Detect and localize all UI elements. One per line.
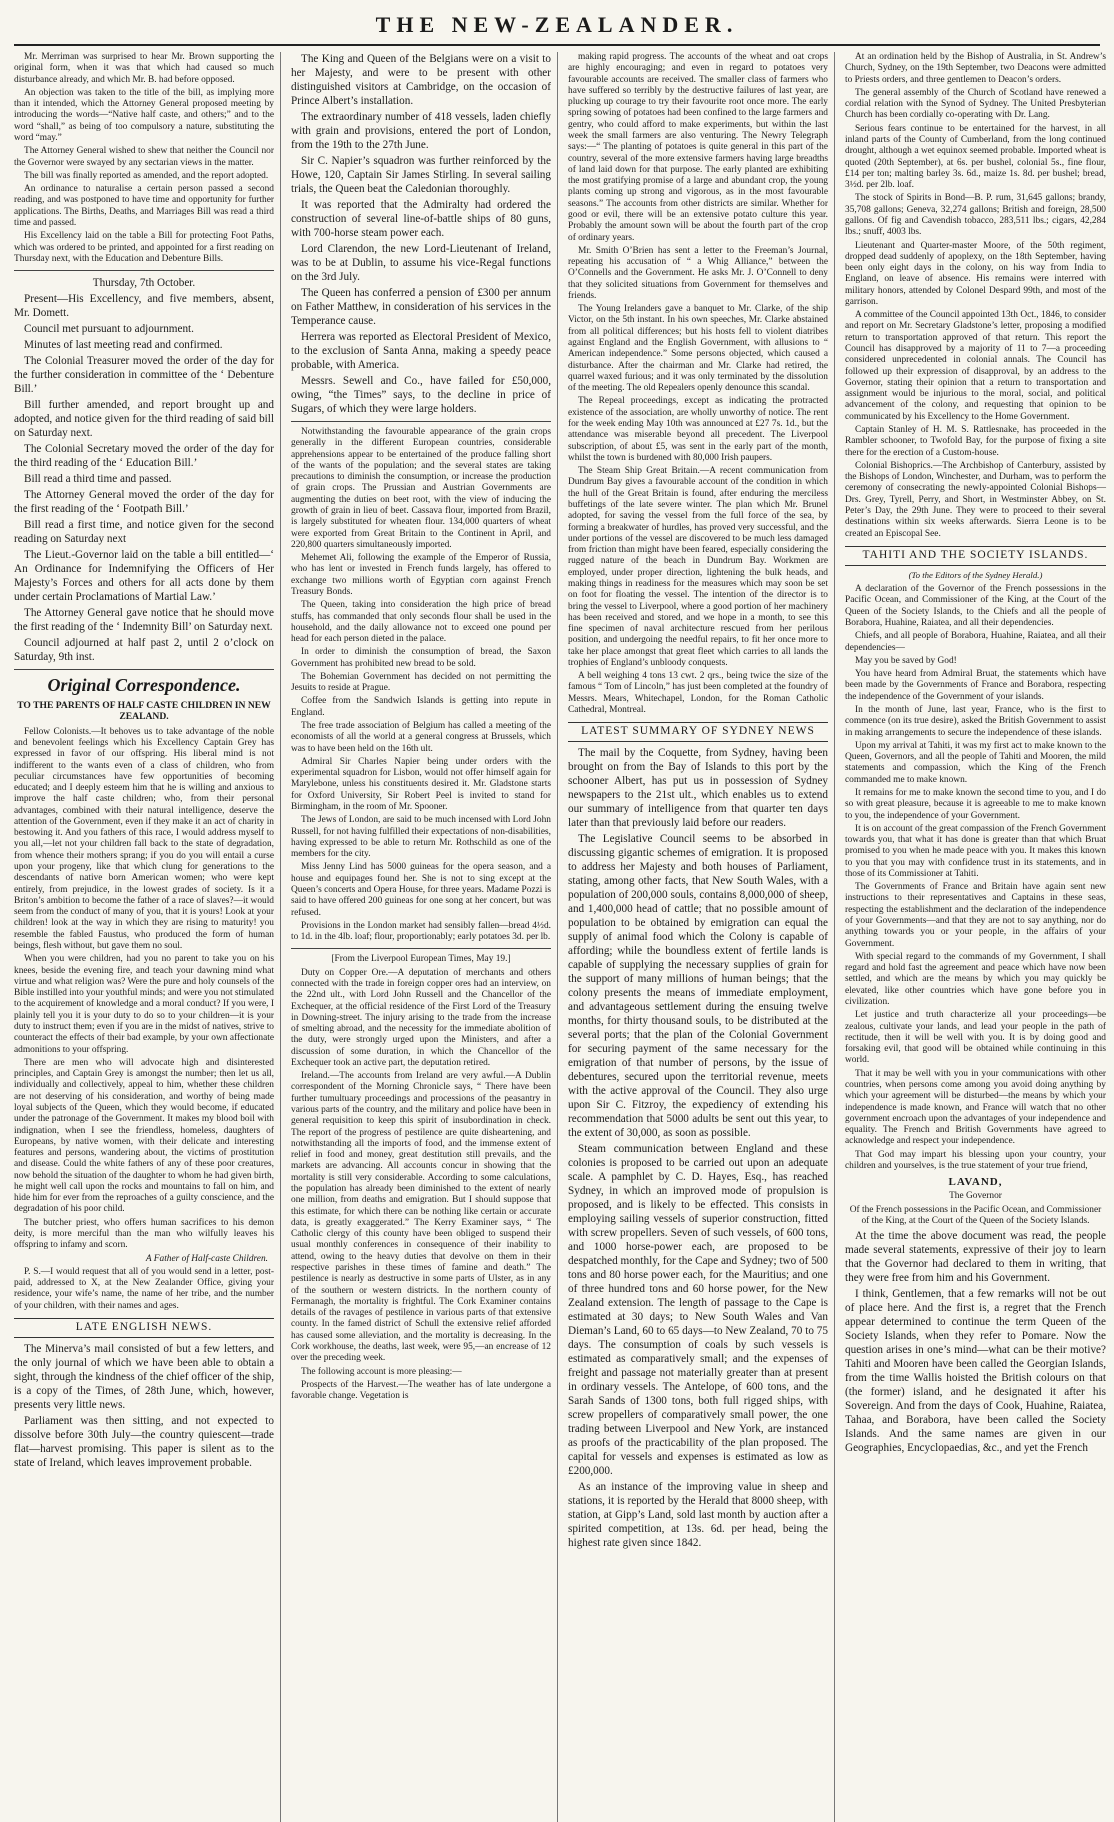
section-title-tahiti: TAHITI AND THE SOCIETY ISLANDS. bbox=[845, 546, 1106, 566]
paragraph: Provisions in the London market had sensibly fallen—bread 4½d. to 1d. in the 4lb. loaf; flour, proportionably; early potatoes 3d. per lb. bbox=[291, 920, 551, 943]
paragraph: The following account is more pleasing:— bbox=[301, 1366, 462, 1377]
paragraph: Upon my arrival at Tahiti, it was my first act to make known to the Queen, Governors, and all the people of Tahiti and Mooren, the mild statements and compassion, which the King of the French commanded me to make known. bbox=[845, 740, 1106, 785]
council-report bbox=[14, 52, 274, 265]
column-1 bbox=[14, 52, 281, 1822]
paragraph: A committee of the Council appointed 13th Oct., 1846, to consider and report on Mr. Secretary Gladstone’s letter, proposing a modified return to transportation approved of that return. This report the Council has disapproved by a majority of 11 to 7—a proceeding considered unprecedented in colonial annals. The Council has followed up their expression of disapproval, by an address to the Governor, stating their opinion that a return to transportation and assignment would be injurious to the moral, social, and political advancement of the colony, and requesting that opinion to be communicated by his Excellency to the Home Government. bbox=[845, 310, 1106, 422]
paragraph: Chiefs, and all people of Borabora, Huahine, Raiatea, and all their dependencies— bbox=[845, 631, 1106, 653]
paragraph: Bill read a third time and passed. bbox=[24, 473, 172, 486]
paragraph: Council met pursuant to adjournment. bbox=[24, 323, 194, 336]
paragraph: The Attorney General moved the order of the day for the first reading of the ‘ Footpath Bill.’ bbox=[14, 489, 274, 516]
paragraph: His Excellency laid on the table a Bill for protecting Foot Paths, which was ordered to be printed, and appointed for a first reading on Thursday next, with the Education and Debenture Bills. bbox=[14, 231, 274, 264]
paragraph: Serious fears continue to be entertained for the harvest, in all inland parts of the County of Cumberland, from the long continued drought, although a wet equinox seemed probable. Imported wheat is quoted (20th September), at 6s. per bushel, colonial 5s., fine flour, £14 per ton; malting barley 3s. 6d., maize 1s. 8d. per bushel; bread, 3½d. per 2lb. loaf. bbox=[845, 123, 1106, 191]
paragraph: The Lieut.-Governor laid on the table a bill entitled—‘ An Ordinance for Indemnifying the Officers of Her Majesty’s Forces and others for all acts done by them under certain Proclamations of Martial Law.’ bbox=[14, 549, 274, 604]
paragraph: Bill read a first time, and notice given for the second reading on Saturday next bbox=[14, 519, 274, 546]
paragraph: Herrera was reported as Electoral President of Mexico, to the exclusion of Santa Anna, making a speedy peace probable, with America. bbox=[291, 331, 551, 371]
paragraph: Colonial Bishoprics.—The Archbishop of Canterbury, assisted by the Bishops of London, Winchester, and Durham, was to perform the ceremony of consecrating the newly-appointed Colonial Bishops—Drs. Grey, Tyrell, Perry, and Short, in Westminster Abbey, on St. Peter’s Day, the 29th June. They were to proceed to their several destinations within six weeks afterwards. Sierra Leone is to be created an Episcopal See. bbox=[845, 460, 1106, 539]
paragraph: The free trade association of Belgium has called a meeting of the economists of all the world at a general congress at Brussels, which was to have been held on the 16th ult. bbox=[291, 721, 551, 754]
paragraph: Mr. Smith O’Brien has sent a letter to the Freeman’s Journal, repeating his accusation of “ a Whig Alliance,” between the O’Connells and the Government. He asks Mr. J. O’Connell to deny that they solicited situations from Government for themselves and friends. bbox=[568, 245, 828, 301]
paragraph: The Bohemian Government has decided on not permitting the Jesuits to reside at Prague. bbox=[291, 671, 551, 694]
paragraph: The Colonial Secretary moved the order of the day for the third reading of the ‘ Education Bill.’ bbox=[14, 443, 274, 470]
column-2 bbox=[291, 52, 558, 1822]
paragraph: At an ordination held by the Bishop of Australia, in St. Andrew’s Church, Sydney, on the 19th September, two Deacons were admitted to Priests orders, and three gentlemen to Deacon’s orders. bbox=[845, 52, 1106, 85]
columns bbox=[14, 52, 1106, 1822]
section-title-correspondence: Original Correspondence. bbox=[47, 675, 241, 696]
paragraph: The butcher priest, who offers human sacrifices to his demon deity, is more merciful than the man who wilfully leaves his offspring to infamy and scorn. bbox=[14, 1217, 274, 1251]
paragraph: Fellow Colonists.—It behoves us to take advantage of the noble and benevolent feelings which his Excellency Captain Grey has expressed in favor of our offspring. His liberal mind is not indifferent to the wants even of a class of children, who from peculiar circumstances have few opportunities of becoming educated; and I deeply esteem him that he is willing and anxious to improve the half caste children; who, from their personal advantages, combined with their natural intelligence, deserve the attention of the Government, even if they make it an act of charity in bestowing it. And you fathers of this race, I would address myself to you all,—let not your children fall back to the state of degradation, from whence their mothers sprang; if you do you will entail a curse upon your progeny, like that which clung for generations to the descendants of native born American women; who were kept entirely, from prejudice, in the lowest grades of society. Is it a Briton’s ambition to become the father of a race of slaves?—it would seem from the conduct of many of you, that it is yours! Look at your children! look at the way in which they are rising to maturity! you resemble the fabled Faustus, who produced the form of human beings, flesh without, but gave them no soul. bbox=[14, 726, 274, 951]
sydney-briefs bbox=[845, 52, 1106, 540]
divider bbox=[14, 669, 274, 670]
letter-postscript: P. S.—I would request that all of you would send in a letter, post-paid, addressed to X, at the New Zealander Office, giving your residence, your wife’s name, the name of her tribe, and the number of your children, with their names and ages. bbox=[14, 1266, 274, 1311]
divider bbox=[291, 948, 551, 949]
paragraph: I think, Gentlemen, that a few remarks will not be out of place here. And the first is, a regret that the French appear determined to continue the term Queen of the Society Islands, when they refer to Pomare. Now the question arises in one’s mind—what can be their motive? Tahiti and Mooren have been called the Georgian Islands, from the time Wallis hoisted the British colours on that (the former) island, and he designated it after his Sovereign. And from the days of Cook, Huahine, Raiatea, Tahaa, and Borabora, have been called the Society Islands. And the same names are given in our Geographies, Encyclopaedias, &c., and yet the French bbox=[845, 1288, 1106, 1455]
paragraph: The King and Queen of the Belgians were on a visit to her Majesty, and were to be present with other distinguished visitors at Cambridge, on the occasion of Prince Albert’s installation. bbox=[291, 53, 551, 107]
paragraph: The Queen, taking into consideration the high price of bread stuffs, has commanded that only seconds flour shall be used in the household, and the daily allowance not to exceed one pound per head for each person dieted in the palace. bbox=[291, 600, 551, 645]
paragraph: Sir C. Napier’s squadron was further reinforced by the Howe, 120, Captain Sir James Stirling. In several sailing trials, the Queen beat the Caledonian thoroughly. bbox=[291, 155, 551, 195]
paragraph: The mail by the Coquette, from Sydney, having been brought on from the Bay of Islands to this port by the schooner Albert, has put us in possession of Sydney newspapers to the 21st ult., which enables us to extend our summary of intelligence from that quarter ten days later than that previously laid before our readers. bbox=[568, 747, 828, 830]
thursday-proceedings bbox=[14, 292, 274, 664]
paragraph: The extraordinary number of 418 vessels, laden chiefly with grain and provisions, entered the port of London, from the 19th to the 27th June. bbox=[291, 111, 551, 151]
paragraph: The Attorney General wished to shew that neither the Council nor the Governor were swayed by any sectarian views in the matter. bbox=[14, 146, 274, 168]
paragraph: The Young Irelanders gave a banquet to Mr. Clarke, of the ship Victor, on the 5th instant. In his own speeches, Mr. Clarke abstained from all political differences; but his hosts fell to violent diatribes against England and the English Government, with allusions to “ American independence.” Some persons objected, which caused a disturbance. After the chairman and Mr. Clarke had retired, the quarrel waxed furious; and it was only terminated by the dissolution of the meeting. The old Repealers openly denounce this scandal. bbox=[568, 304, 828, 394]
paragraph: The bill was finally reported as amended, and the report adopted. bbox=[24, 170, 269, 181]
paragraph: With special regard to the commands of my Government, I shall regard and hold fast the agreement and peace which have now been settled, and which are the means by which you may quickly be elevated, like other countries which have gone before you in civilization. bbox=[845, 951, 1106, 1007]
paragraph: The general assembly of the Church of Scotland have renewed a cordial relation with the Synod of Sydney. The United Presbyterian Church has been cordially co-operating with Dr. Lang. bbox=[845, 87, 1106, 121]
paragraph: Miss Jenny Lind has 5000 guineas for the opera season, and a house and equipages found her. She is not to sing except at the Queen’s concerts and Opera House, for three years. Madame Pozzi is said to have offered 200 guineas for one song at her concert, but was refused. bbox=[291, 862, 551, 918]
copper-ireland-news bbox=[291, 968, 551, 1403]
paragraph: May you be saved by God! bbox=[855, 655, 957, 666]
paragraph: It remains for me to make known the second time to you, and I do so with great pleasure, because it is agreeable to me to make known to you, the independence of your Government. bbox=[845, 787, 1106, 821]
paragraph: An ordinance to naturalise a certain person passed a second reading, and was postponed to have time and opportunity for further applications. The Births, Deaths, and Marriages Bill was read a third time and passed. bbox=[14, 184, 274, 228]
section-title-late-news: LATE ENGLISH NEWS. bbox=[14, 1318, 274, 1338]
paragraph: The Steam Ship Great Britain.—A recent communication from Dundrum Bay gives a favourable account of the condition in which the hull of the Great Britain is found, after enduring the merciless buffetings of the late severe winter. The plan which Mr. Brunel adopted, for saving the vessel from the full force of the sea, by forming a breakwater of hurdles, has proved very successful, and the under portions of the vessel are discovered to be much less damaged from friction than might have been feared, especially considering the rugged nature of the beach in Dundrum Bay. Workmen are employed, under proper direction, lightening the bulk heads, and making things in readiness for the measures which may soon be set on foot for floating the vessel. The intention of the director is to bring the vessel to Liverpool, where a good portion of her machinery has been received and stored, and we hope in a month, to see this fine specimen of naval architecture rescued from her perilous position, and undergoing the needful repairs, to fit her once more to take her place amongst that great fleet which carries to all lands the trophies of England’s unbloody conquests. bbox=[568, 466, 828, 668]
paragraph: Captain Stanley of H. M. S. Rattlesnake, has proceeded in the Rambler schooner, to Twofold Bay, for the purpose of fixing a site there for the erection of a Custom-house. bbox=[845, 425, 1106, 458]
paragraph: In the month of June, last year, France, who is the first to commence (on its true desire), asked the British Government to assist in making arrangements to secure the independence of these islands. bbox=[845, 704, 1106, 738]
sydney-news-body bbox=[568, 746, 828, 1550]
source-note: [From the Liverpool European Times, May 19.] bbox=[331, 954, 511, 965]
masthead: THE NEW-ZEALANDER. bbox=[14, 8, 1100, 46]
paragraph: The Minerva’s mail consisted of but a few letters, and the only journal of which we have been able to obtain a sight, through the kindness of the chief officer of the ship, is a copy of the Times, of 28th June, which, however, presents very little news. bbox=[14, 1342, 274, 1411]
paragraph: Mr. Merriman was surprised to hear Mr. Brown supporting the original form, when it was that which had caused so much disturbance already, and which Mr. B. had before opposed. bbox=[14, 52, 274, 85]
column-4 bbox=[845, 52, 1112, 1822]
paragraph: Minutes of last meeting read and confirmed. bbox=[24, 339, 223, 352]
declaration-signature: LAVAND, bbox=[948, 1176, 1003, 1189]
paragraph: Lord Clarendon, the new Lord-Lieutenant of Ireland, was to be at Dublin, to assume his vice-Regal functions on the 3rd July. bbox=[291, 243, 551, 283]
paragraph: At the time the above document was read, the people made several statements, expressive of their joy to learn that the Governor had declared to them in writing, that they were free from him and his Government. bbox=[845, 1230, 1106, 1285]
paragraph: Steam communication between England and these colonies is proposed to be carried out upon an adequate scale. A pamphlet by C. D. Hayes, Esq., has reached Sydney, in which an improved mode of propulsion is proposed, and is likely to be effected. This consists in employing sailing vessels of superior construction, fitted with screw propellers. Seven of such vessels, of 600 tons, and 1000 horse-power each, are proposed to be despatched monthly, for the Cape and Sydney; two of 500 tons and 80 horse power each, for the Mauritius; and one of three hundred tons and 60 horse power, for the New Zealand extension. The length of passage to the Cape is estimated at 30 days; to New South Wales and Van Dieman’s Land, 60 to 65 days—to New Zealand, 70 to 75 days. The consumption of coals by such vessels is estimated as comparatively small; and the expenses of freight and passage not materially greater than at present in ordinary vessels. The Antelope, of 600 tons, and the Sarah Sands of 1300 tons, both full rigged ships, with screw propellers of comparatively small power, the one trading between Liverpool and New York, are instanced as proofs of the practicability of the plan proposed. The capital for vessels and expenses is estimated as low as £200,000. bbox=[568, 1143, 828, 1478]
divider bbox=[291, 421, 551, 422]
paragraph: Messrs. Sewell and Co., have failed for £50,000, owing, “the Times” says, to the decline in price of Sugars, of which they were large holders. bbox=[291, 375, 551, 415]
news-briefs bbox=[291, 52, 551, 416]
signature-office: Of the French possessions in the Pacific Ocean, and Commissioner of the King, at the Court of the Queen of the Society Islands. bbox=[849, 1204, 1102, 1226]
section-title-sydney-news: LATEST SUMMARY OF SYDNEY NEWS bbox=[568, 722, 828, 742]
paragraph: Duty on Copper Ore.—A deputation of merchants and others connected with the trade in foreign copper ores had an interview, on the 22nd ult., with Lord John Russell and the Chancellor of the Exchequer, at the official residence of the First Lord of the Treasury in Downing-street. The injury arising to the trade from the increase of smelting abroad, and the necessity for the immediate abolition of the duty, were strongly urged upon the Ministers, and after a discussion of some duration, in which the Chancellor of the Exchequer took an active part, the deputation retired. bbox=[291, 967, 551, 1068]
paragraph: Lieutenant and Quarter-master Moore, of the 50th regiment, dropped dead suddenly of apoplexy, on the 18th September, having been only eight days in the colony, on his way from India to England, on leave of absence. His remains were interred with military honors, attended by Colonel Despard 99th, and most of the garrison. bbox=[845, 240, 1106, 307]
paragraph: That it may be well with you in your communications with other countries, when persons come among you avoid doing anything by which your agreement will be disturbed—the means by which your independence is made known, and France will watch that no other government encroach upon the advantages of your independence and equality. The French and British Governments have agreed to acknowledge and respect your independence. bbox=[845, 1068, 1106, 1147]
paragraph: The stock of Spirits in Bond—B. P. rum, 31,645 gallons; brandy, 35,708 gallons; Geneva, 32,274 gallons; British and foreign, 28,500 gallons. Of fig and Cavendish tobacco, 283,511 lbs.; cigars, 42,284 lbs.; snuff, 4003 lbs. bbox=[845, 193, 1106, 238]
paragraph: The Colonial Treasurer moved the order of the day for the further consideration in committee of the ‘ Debenture Bill.’ bbox=[14, 355, 274, 396]
letter-body bbox=[14, 727, 274, 1252]
paragraph: The Legislative Council seems to be absorbed in discussing gigantic schemes of emigration. It is proposed to address her Majesty and both houses of Parliament, stating, among other facts, that New South Wales, with a population of 200,000 souls, contains 8,000,000 of sheep, and 1,400,000 head of cattle; that no possible amount of population to be obtained by emigration can equal the supply of animal food which the Colony is capable of affording; while the boundless extent of fertile lands is capable of supplying the necessary supplies of grain for the support of many millions of human beings; that the colony presents the means of immediate employment, and advantageous settlement during the ensuing twelve months, for thirty thousand souls, to be distributed at the several ports; that the plan of the Colonial Government for securing payment of the same necessary for the emigration of that number of persons, by the issue of debentures, secured upon the territorial revenue, meets with the active approval of the Council. They also urge upon Sir C. Fitzroy, the expediency of extending his recommendation that 5000 adults be sent out this year, to the extent of 30,000, as soon as possible. bbox=[568, 833, 828, 1140]
harvest-news bbox=[568, 52, 828, 716]
paragraph: A declaration of the Governor of the French possessions in the Pacific Ocean, and Commissioner of the King, at the Court of the Queen of the Society Islands, to the Chiefs and all the people of Borabora, Huahine, Raiatea, and all their dependencies. bbox=[845, 584, 1106, 628]
paragraph: Bill further amended, and report brought up and adopted, and notice given for the third reading of said bill on Saturday next. bbox=[14, 399, 274, 440]
tahiti-commentary bbox=[845, 1229, 1106, 1455]
paragraph: A bell weighing 4 tons 13 cwt. 2 qrs., being twice the size of the famous “ Tom of Lincoln,” has just been completed at the foundry of Messrs. Mears, Whitechapel, London, for the Roman Catholic Cathedral, Montreal. bbox=[568, 671, 828, 716]
paragraph: There are men who will advocate high and disinterested principles, and Captain Grey is amongst the number; then let us all, individually and collectively, appeal to him, whether these children are not deserving of his consideration, and worthy of being made loyal subjects of the Queen, which they would become, if educated under the patronage of the Government. It makes my blood boil with indignation, when I see the friendless, homeless, daughters of Europeans, by native women, with their delicate and interesting features and persons, wandering about, the victims of prostitution and disease. Could the white fathers of any of these poor creatures, now behold the situation of the daughter to whom he had given birth, he might well call upon the rocks and mountains to fall on him, and hide him for ever from the reproaches of a guilty conscience, and the degradation of his poor child. bbox=[14, 1057, 274, 1215]
letter-signature: A Father of Half-caste Children. bbox=[145, 1253, 268, 1264]
paragraph: The Queen has conferred a pension of £300 per annum on Father Matthew, in consideration of his services in the Temperance cause. bbox=[291, 287, 551, 327]
date-heading: Thursday, 7th October. bbox=[92, 277, 196, 290]
paragraph: Let justice and truth characterize all your proceedings—be zealous, cultivate your lands, and lead your people in the path of rectitude, then it will be well with you. It is by doing good and forsaking evil, that good will be obtained while continuing in this world. bbox=[845, 1010, 1106, 1066]
paragraph: The Jews of London, are said to be much incensed with Lord John Russell, for not having fulfilled their expectations of non-disabilities, having expressed to be able to return Mr. Rothschild as one of the members for the city. bbox=[291, 815, 551, 860]
paragraph: It is on account of the great compassion of the French Government towards you, that what it has done is greater than that which Bruat promised to you when he made peace with you. It makes this known to you that you may with confidence trust in its statements, and in those of its Commissioner at Tahiti. bbox=[845, 823, 1106, 879]
column-3 bbox=[568, 52, 835, 1822]
paragraph: It was reported that the Admiralty had ordered the construction of several line-of-battle ships of 80 guns, with 700-horse steam power each. bbox=[291, 199, 551, 239]
paragraph: Coffee from the Sandwich Islands is getting into repute in England. bbox=[291, 696, 551, 718]
paragraph: The Attorney General gave notice that he should move the first reading of the ‘ Indemnity Bill’ on Saturday next. bbox=[14, 607, 274, 634]
paragraph: The Repeal proceedings, except as indicating the protracted existence of the association, are wholly unworthy of notice. The rent for the week ending May 10th was announced at £27 7s. 1d., but the attendance was miserable beyond all precedent. The Liverpool subscription, of about £5, was sent in the early part of the month, whilst the town is burdened with 80,000 Irish paupers. bbox=[568, 396, 828, 463]
paragraph: Admiral Sir Charles Napier being under orders with the experimental squadron for Lisbon, would not offer himself again for Marylebone, unless his constituents desired it. Mr. Gladstone starts for Oxford University, Sir Robert Peel is invited to stand for Birmingham, in the room of Mr. Spooner. bbox=[291, 756, 551, 812]
paragraph: In order to diminish the consumption of bread, the Saxon Government has prohibited new bread to be sold. bbox=[291, 647, 551, 669]
paragraph: The Governments of France and Britain have again sent new instructions to their representatives and Captains in these seas, respecting the establishment and the declaration of the independence of your Governments—and that they are not to say anything, nor do anything towards you or your people, in the affairs of your Government. bbox=[845, 882, 1106, 949]
divider bbox=[14, 270, 274, 271]
paragraph: Present—His Excellency, and five members, absent, Mr. Domett. bbox=[14, 293, 274, 320]
paragraph: Mehemet Ali, following the example of the Emperor of Russia, who has lent or invested in French funds largely, has offered to exchange two millions worth of Egyptian corn against French Treasury Bonds. bbox=[291, 553, 551, 597]
paragraph: As an instance of the improving value in sheep and stations, it is reported by the Herald that 8000 sheep, with station, at Gipp’s Land, sold last month by auction after a spirited competition, at 13s. 6d. per head, being the highest rate given since 1842. bbox=[568, 1481, 828, 1550]
paragraph: making rapid progress. The accounts of the wheat and oat crops are highly encouraging; and even in regard to potatoes very favourable accounts are received. The smaller class of farmers who have suffered so terribly by the destructive failures of last year, are plucking up courage to try their favourite root once more. The early spring sowing of potatoes had been confined to the large farmers and gentry, who could afford to make experiments, but within the last week the small farmers are also venturing. The Newry Telegraph says:—“ The planting of potatoes is quite general in this part of the country, several of the more extensive farmers having large breadths of land laid down for that purpose. The early planted are exhibiting the most gratifying promise of a large and abundant crop, the young plants coming up strong and vigorous, as in the most favourable seasons.” The accounts from other districts are similar. Whether for good or evil, there will be an extensive potato culture this year. Probably the amount sown will be about the fourth part of the crop of ordinary years. bbox=[568, 52, 828, 243]
paragraph: That God may impart his blessing upon your country, your children and yourselves, is the true statement of your true friend, bbox=[845, 1149, 1106, 1171]
paragraph: Notwithstanding the favourable appearance of the grain crops generally in the different European countries, considerable apprehensions appear to be entertained of the produce falling short of the wants of the population; and the several states are taking precautions to diminish the consumption, or increase the production of grain crops. The Prussian and Austrian Governments are augmenting the duties on beet root, with the view of inducing the growth of grain in lieu of beet. Cassava flour, imported from Brazil, is largely substituted for wheaten flour. 134,000 quarters of wheat were exported from Great Britain to the Continent in April, and 220,800 quarters simultaneously imported. bbox=[291, 427, 551, 550]
late-news-body bbox=[14, 1342, 274, 1470]
paragraph: When you were children, had you no parent to take you on his knees, beside the evening fire, and teach your dawning mind what virtue and what religion was? Were the pure and holy counsels of the Bible instilled into your youthful minds; and were you not stimulated to the acquirement of knowledge and a moral conduct? If you were, I plainly tell you it is your duty to do so to your children—it is your duty to instruct them; even if you are in the midst of natives, strive to counteract the effects of their bad example, by your own affectionate admonitions to your offspring. bbox=[14, 954, 274, 1055]
paragraph: Council adjourned at half past 2, until 2 o’clock on Saturday, 9th inst. bbox=[14, 637, 274, 664]
paragraph: Ireland.—The accounts from Ireland are very awful.—A Dublin correspondent of the Morning Chronicle says, “ There have been further tumultuary proceedings and processions of the peasantry in various parts of the country, and the military and police have been in general requisition to keep this spirit of insubordination in check. The report of the progress of pestilence are quite disheartening, and notwithstanding all the imports of food, and the immense extent of relief in food and money, great destitution still prevails, and the markets are advancing. All accounts concur in showing that the mortality is still very considerable. According to some calculations, the population has already been diminished to the extent of nearly one million, from deaths and emigration. But I should suppose that this estimate, for which there can be nothing like certain or accurate data, is greatly exaggerated.” The Kerry Examiner says, “ The Catholic clergy of this county have been obliged to suspend their usual monthly conferences in consequence of their inability to attend, owing to the heavy duties that devolve on them in their respective parishes in these times of famine and death.” The pestilence is nearly as destructive in some parts of Ulster, as in any of the southern or western districts. In the northern county of Fermanagh, the mortality is frightful. The Cork Examiner contains details of the ravages of pestilence in various parts of that extensive county. In the famed district of Schull the extensive relief afforded has caused some alleviation, and the mortality is decreasing. In the Cork workhouse, the deaths, last week, were 95,—an encrease of 12 over the preceding week. bbox=[291, 1071, 551, 1364]
paragraph: You have heard from Admiral Bruat, the statements which have been made by the Governments of France and Borabora, respecting the independence of the Government of your islands. bbox=[845, 669, 1106, 702]
grain-news bbox=[291, 427, 551, 943]
paragraph: Prospects of the Harvest.—The weather has of late undergone a favorable change. Vegetation is bbox=[291, 1379, 551, 1402]
paragraph: An objection was taken to the title of the bill, as implying more than it intended, which the Attorney General proposed meeting by introducing the words—“Native half caste, and others;” and to the word “shall,” as being of too compulsory a nature, substituting the word “may.” bbox=[14, 87, 274, 143]
editor-note: (To the Editors of the Sydney Herald.) bbox=[908, 569, 1043, 580]
tahiti-declaration bbox=[845, 584, 1106, 1172]
signature-title: The Governor bbox=[949, 1191, 1002, 1202]
letter-heading: TO THE PARENTS OF HALF CASTE CHILDREN IN NEW ZEALAND. bbox=[17, 699, 271, 723]
paragraph: Parliament was then sitting, and not expected to dissolve before 30th July—the country quiescent—trade flat—harvest promising. This paper is silent as to the state of Ireland, which leaves improvement probable. bbox=[14, 1414, 274, 1469]
